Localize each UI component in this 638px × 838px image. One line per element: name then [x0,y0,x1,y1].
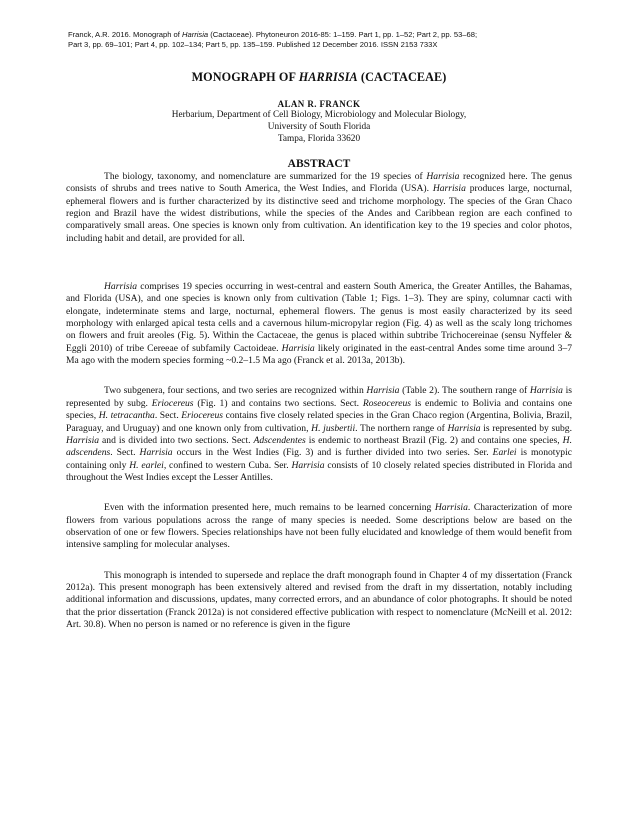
affiliation-line-2: University of South Florida [267,122,371,132]
paper-title: MONOGRAPH OF HARRISIA (CACTACEAE) [191,70,447,84]
abstract-heading: ABSTRACT [287,158,351,170]
body-paragraph-2: Two subgenera, four sections, and two series are recognized within Harrisia (Table 2). The southern range of Harrisia is represented by subg. Eriocereus (Fig. 1) and contains two sections. Sect. Roseocereus is endemic to Bolivia and contains one species, H. tetracantha. Sect. Eriocereus contains five closely related species in the Gran Chaco region (Argentina, Bolivia, Brazil, Paraguay, and Uruguay) and one known only from cultivation, H. jusbertii. The northern range of Harrisia is represented by subg. Harrisia and is divided into two sections. Sect. Adscendentes is endemic to northeast Brazil (Fig. 2) and contains one species, H. adscendens. Sect. Harrisia occurs in the West Indies (Fig. 3) and is further divided into two series. Ser. Earlei is monotypic containing only H. earlei, confined to western Cuba. Ser. Harrisia consists of 10 closely related species distributed in Florida and throughout the West Indies except the Lesser Antilles. [66,385,573,483]
citation-line-2: Part 3, pp. 69–101; Part 4, pp. 102–134; Part 5, pp. 135–159. Published 12 December 2016. ISSN 2153 733X [68,40,438,49]
abstract-body: The biology, taxonomy, and nomenclature are summarized for the 19 species of Harrisia recognized here. The genus consists of shrubs and trees native to South America, the West Indies, and Florida (USA). Harrisia produces large, nocturnal, ephemeral flowers and is further characterized by its distinctive seed and trichome morphology. The species of the Gran Chaco region and Brazil have the widest distributions, while the species of the Andes and Caribbean region are each confined to comparatively small areas. One species is known only from cultivation. An identification key to the 19 species and color photos, including habit and detail, are provided for all. [66,171,573,244]
author-name: ALAN R. FRANCK [277,99,361,109]
body-paragraph-3: Even with the information presented here, much remains to be learned concerning Harrisia. Characterization of more flowers from various populations across the range of many species is needed. Some descriptions below are based on the observation of one or few flowers. Species relationships have not been fully elucidated and knowledge of them would benefit from intensive sampling for molecular analyses. [66,502,572,551]
citation-header [68,30,588,50]
affiliation-line-3: Tampa, Florida 33620 [277,134,361,144]
affiliation-line-1: Herbarium, Department of Cell Biology, Microbiology and Molecular Biology, [171,110,467,120]
body-paragraph-4: This monograph is intended to supersede and replace the draft monograph found in Chapter 4 of my dissertation (Franck 2012a). This present monograph has been extensively altered and revised from the draft in my dissertation, notably including additional information and discussions, updates, many corrected errors, and an abundance of color photographs. It should be noted that the prior dissertation (Franck 2012a) is not considered effective publication with respect to nomenclature (McNeill et al. 2012: Art. 30.8). When no person is named or no reference is given in the figure [66,569,572,630]
affiliation [66,109,572,145]
citation-line-1: Franck, A.R. 2016. Monograph of Harrisia (Cactaceae). Phytoneuron 2016-85: 1–159. Part 1, pp. 1–52; Part 2, pp. 53–68; [68,30,478,39]
body-paragraph-1: Harrisia comprises 19 species occurring in west-central and eastern South America, the Greater Antilles, the Bahamas, and Florida (USA), and one species is known only from cultivation (Table 1; Figs. 1–3). They are spiny, columnar cacti with elongate, indeterminate stems and large, nocturnal, ephemeral flowers. The genus is most easily characterized by its seed morphology with enlarged apical testa cells and a cavernous hilum-micropylar region (Fig. 4) as well as the scaly long trichomes on flowers and fruit areoles (Fig. 5). Within the Cactaceae, the genus is placed within subtribe Trichocereinae (sensu Nyffeler & Eggli 2010) of tribe Cereeae of subfamily Cactoideae. Harrisia likely originated in the east-central Andes some time around 3–7 Ma ago with the modern species forming ~0.2–1.5 Ma ago (Franck et al. 2013a, 2013b). [66,281,573,367]
